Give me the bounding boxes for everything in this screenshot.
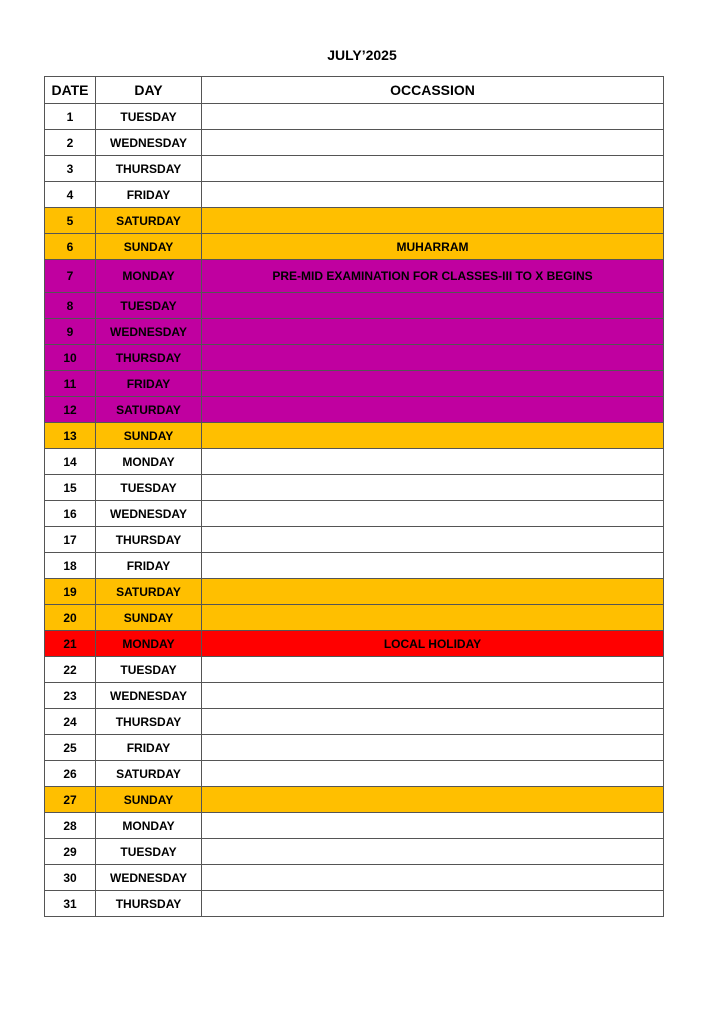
- day-cell: FRIDAY: [96, 735, 202, 761]
- day-cell: THURSDAY: [96, 527, 202, 553]
- date-cell: 2: [45, 130, 96, 156]
- date-cell: 3: [45, 156, 96, 182]
- date-cell: 14: [45, 449, 96, 475]
- occasion-cell: [202, 761, 664, 787]
- date-cell: 22: [45, 657, 96, 683]
- day-cell: THURSDAY: [96, 891, 202, 917]
- table-row: [45, 605, 664, 631]
- table-row: [45, 208, 664, 234]
- day-cell: SATURDAY: [96, 761, 202, 787]
- occasion-cell: [202, 156, 664, 182]
- day-cell: TUESDAY: [96, 475, 202, 501]
- occasion-cell: [202, 475, 664, 501]
- day-cell: TUESDAY: [96, 293, 202, 319]
- table-row: [45, 787, 664, 813]
- table-row: [45, 475, 664, 501]
- day-cell: WEDNESDAY: [96, 319, 202, 345]
- occasion-cell: [202, 709, 664, 735]
- table-row: [45, 839, 664, 865]
- occasion-cell: [202, 839, 664, 865]
- date-cell: 18: [45, 553, 96, 579]
- occasion-cell: [202, 293, 664, 319]
- occasion-cell: [202, 449, 664, 475]
- occasion-cell: [202, 371, 664, 397]
- date-cell: 16: [45, 501, 96, 527]
- day-cell: SATURDAY: [96, 579, 202, 605]
- page-title: JULY’2025: [327, 47, 397, 63]
- day-cell: SUNDAY: [96, 423, 202, 449]
- date-cell: 5: [45, 208, 96, 234]
- day-cell: THURSDAY: [96, 345, 202, 371]
- table-row: [45, 130, 664, 156]
- day-cell: MONDAY: [96, 813, 202, 839]
- occasion-column-header: OCCASSION: [202, 77, 664, 104]
- occasion-cell: LOCAL HOLIDAY: [202, 631, 664, 657]
- occasion-cell: [202, 104, 664, 130]
- table-row: [45, 735, 664, 761]
- occasion-cell: [202, 397, 664, 423]
- table-row: [45, 156, 664, 182]
- occasion-cell: [202, 735, 664, 761]
- occasion-cell: [202, 182, 664, 208]
- day-cell: SATURDAY: [96, 208, 202, 234]
- day-cell: THURSDAY: [96, 156, 202, 182]
- day-cell: SUNDAY: [96, 605, 202, 631]
- occasion-cell: [202, 130, 664, 156]
- occasion-cell: [202, 345, 664, 371]
- table-row: [45, 709, 664, 735]
- occasion-cell: [202, 813, 664, 839]
- day-cell: FRIDAY: [96, 553, 202, 579]
- occasion-cell: [202, 683, 664, 709]
- table-row: [45, 319, 664, 345]
- date-cell: 12: [45, 397, 96, 423]
- table-row: [45, 657, 664, 683]
- date-cell: 6: [45, 234, 96, 260]
- table-row: [45, 293, 664, 319]
- day-cell: SUNDAY: [96, 234, 202, 260]
- date-cell: 23: [45, 683, 96, 709]
- table-row: [45, 527, 664, 553]
- occasion-cell: [202, 865, 664, 891]
- day-cell: MONDAY: [96, 631, 202, 657]
- table-row: [45, 260, 664, 293]
- date-cell: 9: [45, 319, 96, 345]
- day-cell: WEDNESDAY: [96, 501, 202, 527]
- day-cell: FRIDAY: [96, 182, 202, 208]
- occasion-cell: [202, 787, 664, 813]
- table-row: [45, 579, 664, 605]
- occasion-cell: [202, 501, 664, 527]
- date-cell: 19: [45, 579, 96, 605]
- table-row: [45, 501, 664, 527]
- date-cell: 20: [45, 605, 96, 631]
- date-column-header: DATE: [45, 77, 96, 104]
- occasion-cell: [202, 319, 664, 345]
- date-cell: 7: [45, 260, 96, 293]
- header-row: [45, 77, 664, 104]
- day-cell: MONDAY: [96, 449, 202, 475]
- day-column-header: DAY: [96, 77, 202, 104]
- date-cell: 31: [45, 891, 96, 917]
- table-row: [45, 631, 664, 657]
- table-row: [45, 553, 664, 579]
- date-cell: 13: [45, 423, 96, 449]
- table-row: [45, 683, 664, 709]
- day-cell: TUESDAY: [96, 839, 202, 865]
- table-row: [45, 449, 664, 475]
- occasion-cell: [202, 605, 664, 631]
- table-row: [45, 345, 664, 371]
- date-cell: 26: [45, 761, 96, 787]
- table-row: [45, 234, 664, 260]
- table-row: [45, 813, 664, 839]
- occasion-cell: [202, 423, 664, 449]
- occasion-cell: [202, 579, 664, 605]
- day-cell: WEDNESDAY: [96, 683, 202, 709]
- table-row: [45, 104, 664, 130]
- date-cell: 27: [45, 787, 96, 813]
- table-row: [45, 891, 664, 917]
- day-cell: MONDAY: [96, 260, 202, 293]
- day-cell: TUESDAY: [96, 657, 202, 683]
- date-cell: 17: [45, 527, 96, 553]
- occasion-cell: [202, 891, 664, 917]
- calendar-table: [44, 76, 664, 917]
- occasion-cell: [202, 527, 664, 553]
- date-cell: 10: [45, 345, 96, 371]
- date-cell: 25: [45, 735, 96, 761]
- day-cell: SUNDAY: [96, 787, 202, 813]
- day-cell: TUESDAY: [96, 104, 202, 130]
- date-cell: 30: [45, 865, 96, 891]
- date-cell: 15: [45, 475, 96, 501]
- day-cell: FRIDAY: [96, 371, 202, 397]
- occasion-cell: MUHARRAM: [202, 234, 664, 260]
- day-cell: THURSDAY: [96, 709, 202, 735]
- occasion-cell: [202, 657, 664, 683]
- date-cell: 28: [45, 813, 96, 839]
- table-row: [45, 371, 664, 397]
- occasion-cell: [202, 208, 664, 234]
- table-row: [45, 182, 664, 208]
- date-cell: 8: [45, 293, 96, 319]
- date-cell: 24: [45, 709, 96, 735]
- date-cell: 1: [45, 104, 96, 130]
- occasion-cell: [202, 553, 664, 579]
- day-cell: WEDNESDAY: [96, 130, 202, 156]
- day-cell: SATURDAY: [96, 397, 202, 423]
- table-row: [45, 397, 664, 423]
- table-row: [45, 865, 664, 891]
- date-cell: 21: [45, 631, 96, 657]
- calendar-body: [45, 104, 664, 917]
- table-row: [45, 423, 664, 449]
- table-row: [45, 761, 664, 787]
- day-cell: WEDNESDAY: [96, 865, 202, 891]
- occasion-cell: PRE-MID EXAMINATION FOR CLASSES-III TO X BEGINS: [202, 260, 664, 293]
- date-cell: 11: [45, 371, 96, 397]
- date-cell: 29: [45, 839, 96, 865]
- date-cell: 4: [45, 182, 96, 208]
